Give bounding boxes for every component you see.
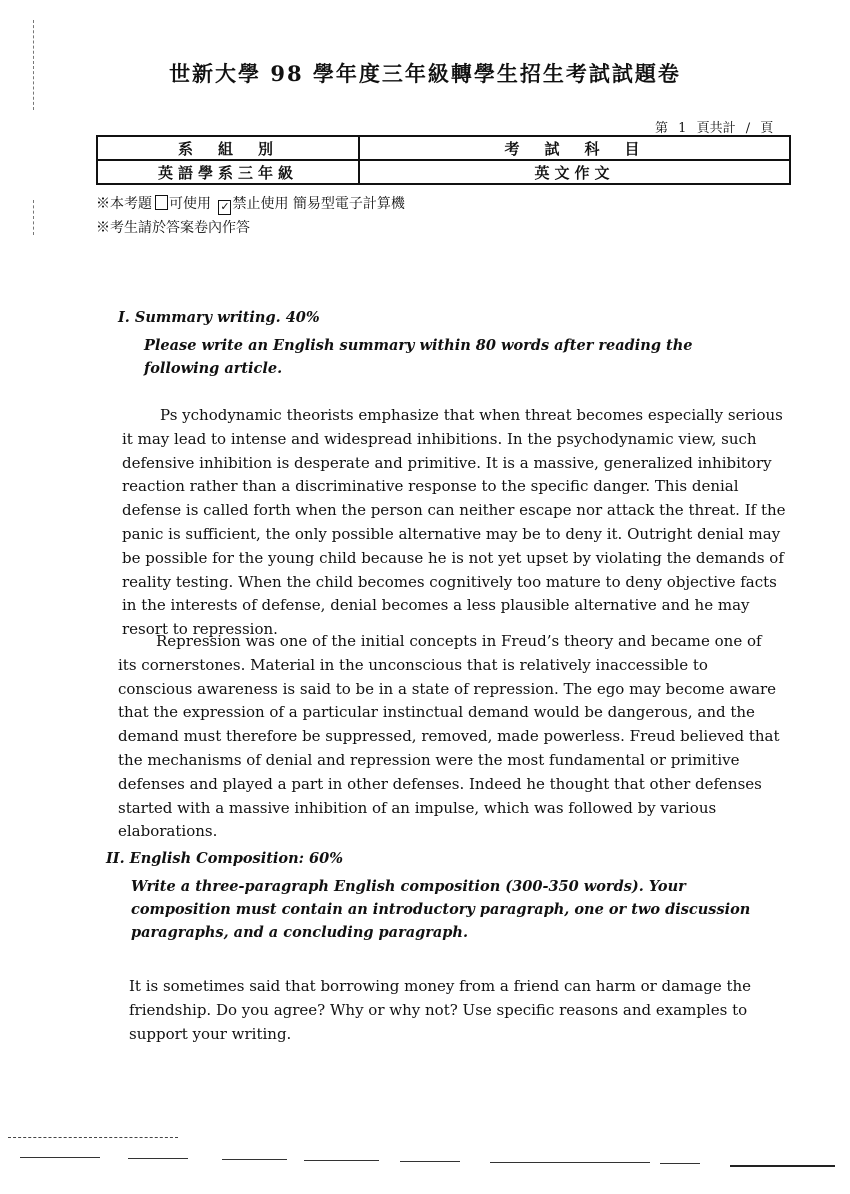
department-value: 英語學系三年級	[97, 160, 359, 184]
composition-prompt: It is sometimes said that borrowing money from a friend can harm or damage the friendship. Do you agree? Why or why not? Use specific reasons and examples to support your writing.	[129, 977, 752, 1043]
page-count: 第 1 頁共計 / 頁	[655, 121, 774, 136]
subject-value: 英文作文	[359, 160, 790, 184]
scan-artifact-line	[222, 1159, 287, 1160]
scan-artifact-line	[400, 1161, 460, 1162]
forbidden-checkbox: ✓	[220, 200, 230, 213]
scan-artifact-line	[660, 1163, 700, 1164]
article-body-2	[118, 630, 782, 844]
section1-title: I. Summary writing. 40%	[118, 309, 320, 326]
exam-title: 世新大學 98 學年度三年級轉學生招生考試試題卷	[169, 61, 681, 86]
scan-artifact-line	[20, 1157, 100, 1158]
scan-artifact-line	[304, 1160, 379, 1161]
article-body	[122, 404, 786, 642]
subject-header: 考 試 科 目	[359, 136, 790, 160]
department-header: 系 組 別	[97, 136, 359, 160]
scan-artifact-line	[730, 1165, 835, 1167]
binding-margin-mark	[33, 200, 34, 235]
section2-title: II. English Composition: 60%	[106, 850, 343, 867]
scan-artifact-line	[128, 1158, 188, 1159]
article-paragraph-1: Ps ychodynamic theorists emphasize that when threat becomes especially serious it may lead to intense and widespread inhibitions. In the psychodynamic view, such defensive inhibition is desperate and primitive. It is a massive, generalized inhibitory reaction rather than a discriminative response to the specific danger. This denial defense is called forth when the person can neither escape nor attack the threat. If the panic is sufficient, the only possible alternative may be to deny it. Outright denial may be possible for the young child because he is not yet upset by violating the demands of reality testing. When the child becomes cognitively too mature to deny objective facts in the interests of defense, denial becomes a less plausible alternative and he may resort to repression.	[122, 406, 786, 639]
exam-info-table	[96, 135, 791, 185]
calculator-note: ※本考題 可使用 ✓ 禁止使用 簡易型電子計算機	[96, 196, 405, 213]
section2-instruction: Write a three-paragraph English composition (300-350 words). Your composition must contain an introductory paragraph, one or two discussion paragraphs, and a concluding paragraph.	[131, 878, 751, 941]
scan-artifact-line	[8, 1137, 178, 1138]
allowed-checkbox	[155, 195, 168, 210]
answer-note: ※考生請於答案卷內作答	[96, 220, 250, 236]
table-row	[97, 160, 790, 184]
table-row	[97, 136, 790, 160]
article-paragraph-2: Repression was one of the initial concepts in Freud’s theory and became one of its cornerstones. Material in the unconscious that is relatively inaccessible to conscious awareness is said to be in a state of repression. The ego may become aware that the expression of a particular instinctual demand would be dangerous, and the demand must therefore be suppressed, removed, made powerless. Freud believed that the mechanisms of denial and repression were the most fundamental or primitive defenses and played a part in other defenses. Indeed he thought that other defenses started with a massive inhibition of an impulse, which was followed by various elaborations.	[118, 632, 780, 841]
scan-artifact-line	[490, 1162, 650, 1163]
section1-instruction: Please write an English summary within 80 words after reading the following article.	[144, 337, 693, 377]
